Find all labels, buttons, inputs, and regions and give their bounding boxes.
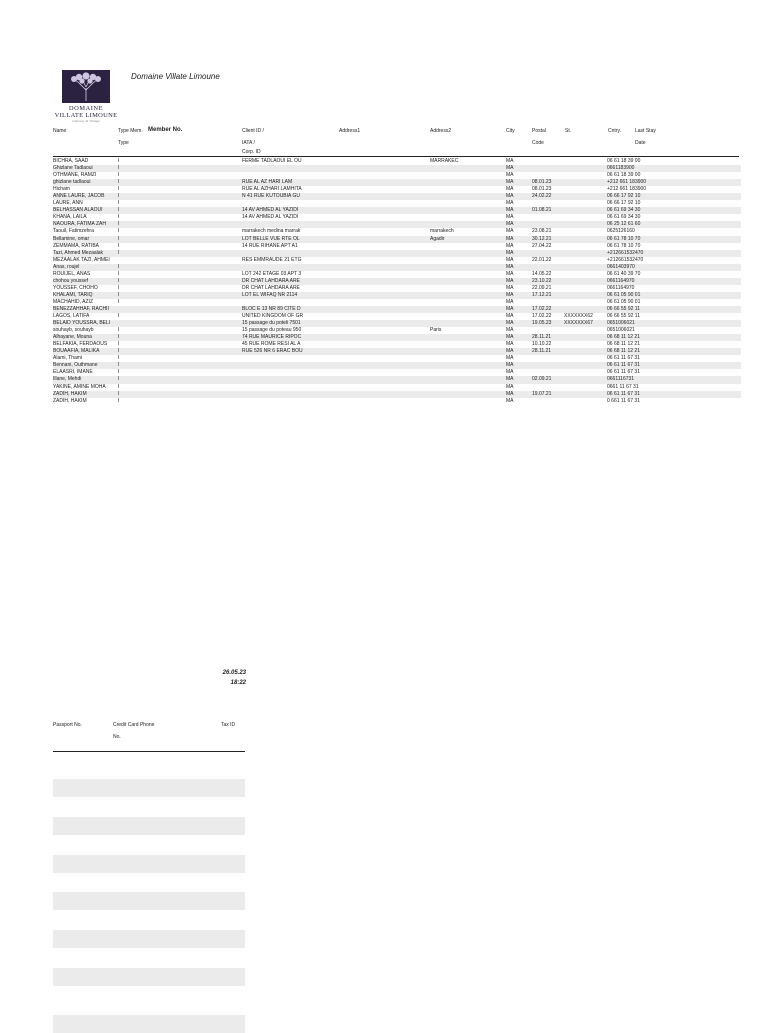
cell-cntry: 06 68 11 12 21 (607, 334, 640, 341)
cell-type: I (118, 193, 120, 200)
table-row (53, 193, 741, 200)
cell-client-id: DR CHAT LAHDARA ARE (242, 277, 300, 284)
cell-city: MA (506, 221, 514, 228)
cell-cntry: 0661164970 (607, 277, 635, 284)
cell-cntry: 06 61 40 39 70 (607, 270, 641, 277)
cell-postal-code: 17.02.22 (532, 313, 552, 320)
cell-type: I (118, 207, 120, 214)
cell-city: MA (506, 228, 514, 235)
cell-city: MA (506, 383, 514, 390)
cell-type: I (118, 341, 120, 348)
cell-postal-code: 17.12.21 (532, 291, 552, 298)
header-credit-card-no: No. (113, 734, 121, 740)
cell-name: Hicham (53, 186, 70, 193)
cell-cntry: 06 66 17 92 10 (607, 200, 641, 207)
cell-st: XXXXXXX62 (564, 313, 593, 320)
header-city: City (506, 128, 515, 134)
table-row (53, 299, 741, 306)
header-last-stay: Last Stay (635, 128, 656, 134)
report-timestamp (180, 668, 246, 688)
cell-type: I (118, 179, 120, 186)
cell-name: BELAID YOUSSRA, BELI (53, 320, 111, 327)
cell-type: I (118, 383, 120, 390)
cell-cntry: 06 61 18 39 00 (607, 158, 641, 164)
cell-city: MA (506, 277, 514, 284)
cell-type: I (118, 214, 120, 221)
cell-postal-code: 02.09.21 (532, 376, 552, 383)
cell-type: I (118, 172, 120, 179)
cell-cntry: 0 661 11 67 31 (607, 397, 640, 404)
cell-city: MA (506, 341, 514, 348)
table-row (53, 221, 741, 228)
header-type-mem: Type Mem. (118, 128, 143, 134)
cell-city: MA (506, 256, 514, 263)
cell-name: ghizlane tadlaoui (53, 179, 91, 186)
cell-city: MA (506, 298, 514, 305)
cell-cntry: +212 661 183900 (607, 179, 647, 186)
cell-client-id: 14 AV AHMED AL YAZIDI (242, 214, 299, 221)
cell-type: I (118, 242, 120, 249)
cell-postal-code: 30.12.21 (532, 235, 552, 242)
logo-line-2: VILLATE LIMOUNE (54, 112, 118, 119)
hotel-logo (54, 70, 118, 128)
cell-city: MA (506, 242, 514, 249)
cell-type: I (118, 158, 120, 164)
cell-type: I (118, 284, 120, 291)
header-corp-id: Corp. ID (242, 149, 261, 155)
cell-client-id: RUE AL AZHARI LAMHITA (242, 186, 302, 193)
cell-client-id: 15 passage du poteli 7501 (242, 320, 301, 327)
cell-client-id: RUE AL AZ HARI LAM (242, 179, 293, 186)
table-row (53, 271, 741, 278)
cell-city: MA (506, 348, 514, 355)
logo-tagline: Glamour & Vintage (72, 119, 100, 123)
cell-cntry: +212661532470 (607, 249, 644, 256)
cell-cntry: 0661403970 (607, 263, 635, 270)
cell-name: ELAASRI, IMANE (53, 369, 93, 376)
header-name: Name (53, 128, 67, 134)
cell-type: I (118, 228, 120, 235)
cell-postal-code: 19.05.23 (532, 320, 552, 327)
cell-cntry: 06 68 11 12 21 (607, 341, 640, 348)
cell-type: I (118, 334, 120, 341)
cell-name: ZADIH, HAKIM (53, 397, 87, 404)
cell-type: I (118, 390, 120, 397)
cell-cntry: 0661183900 (607, 165, 635, 172)
table-row (53, 278, 741, 285)
cell-cntry: 0661 11 67 31 (607, 383, 639, 390)
cell-name: souhayb, souhayb (53, 327, 94, 334)
cell-client-id: 45 RUE ROME RESI AL A (242, 341, 301, 348)
cell-cntry: 06 61 11 67 31 (607, 355, 640, 362)
table-row (53, 172, 741, 179)
cell-name: MACHAHID, AZIZ (53, 298, 94, 305)
cell-cntry: 06 66 17 92 10 (607, 193, 641, 200)
cell-cntry: 06 61 11 67 31 (607, 369, 640, 376)
cell-cntry: 06 66 55 92 11 (607, 305, 640, 312)
table-row (53, 165, 741, 172)
table-row (53, 391, 741, 398)
cell-address2: Paris (430, 327, 442, 334)
cell-postal-code: 08.01.23 (532, 186, 552, 193)
header-cntry: Cntry. (608, 128, 621, 134)
table-row (53, 243, 741, 250)
cell-cntry: 0661116731 (607, 376, 635, 383)
empty-row-band (53, 930, 245, 948)
cell-postal-code: 28.11.21 (532, 334, 552, 341)
header-member-no: Member No. (148, 127, 183, 133)
table-row (53, 292, 741, 299)
guest-table (53, 158, 741, 405)
cell-cntry: 06 61 69 34 30 (607, 214, 641, 221)
cell-name: Taouil, Fatimzehra (53, 228, 94, 235)
cell-city: MA (506, 179, 514, 186)
cell-cntry: 0651006021 (607, 327, 635, 334)
table-row (53, 384, 741, 391)
cell-address2: Agadir (430, 235, 445, 242)
cell-client-id: BLOC E 13 NR 89 CITE D (242, 305, 301, 312)
header-address1: Address1 (339, 128, 361, 134)
cell-name: chohou youssef (53, 277, 89, 284)
cell-client-id: 14 RUE RIHANE APT A1 (242, 242, 298, 249)
cell-name: YAKINE, AMINE MOHA (53, 383, 106, 390)
cell-name: Alami, Thami (53, 355, 83, 362)
cell-type: I (118, 235, 120, 242)
cell-name: Tazi, Ahmed Mezaalak (53, 249, 104, 256)
header-date: Date (635, 140, 646, 146)
header-credit-card: Credit Card Phone (113, 722, 155, 728)
cell-name: ROUIJEL, ANAS (53, 270, 91, 277)
cell-name: BENEZZAHHAF, RACHII (53, 305, 109, 312)
cell-type: I (118, 355, 120, 362)
cell-postal-code: 17.02.22 (532, 305, 552, 312)
cell-city: MA (506, 369, 514, 376)
cell-client-id: LOT EL WIFAQ NR 2114 (242, 291, 298, 298)
cell-type: I (118, 200, 120, 207)
cell-type: I (118, 291, 120, 298)
cell-city: MA (506, 165, 514, 172)
table-row (53, 341, 741, 348)
cell-postal-code: 08.01.23 (532, 179, 552, 186)
cell-type: I (118, 298, 120, 305)
cell-type: I (118, 362, 120, 369)
table-row (53, 200, 741, 207)
table-row (53, 186, 741, 193)
cell-postal-code: 23.10.22 (532, 277, 552, 284)
empty-row-band (53, 817, 245, 835)
cell-client-id: FERME TADLAOUI EL OU (242, 158, 302, 164)
cell-city: MA (506, 291, 514, 298)
cell-name: LAURE, ANN (53, 200, 83, 207)
cell-city: MA (506, 355, 514, 362)
cell-city: MA (506, 235, 514, 242)
cell-name: Ghizlane Tadlaoui (53, 165, 93, 172)
cell-city: MA (506, 362, 514, 369)
cell-city: MA (506, 249, 514, 256)
report-time: 18:22 (230, 680, 246, 686)
tree-logo-icon (62, 70, 110, 103)
header-address2: Address2 (430, 128, 452, 134)
cell-client-id: 74 RUE MAURICE RIPOC (242, 334, 302, 341)
cell-city: MA (506, 172, 514, 179)
table-row (53, 313, 741, 320)
cell-city: MA (506, 214, 514, 221)
cell-st: XXXXXXX67 (564, 320, 593, 327)
cell-type: I (118, 348, 120, 355)
table-row (53, 179, 741, 186)
cell-cntry: +212 661 183900 (607, 186, 647, 193)
cell-type: I (118, 397, 120, 404)
cell-type: I (118, 327, 120, 334)
logo-line-1: DOMAINE (68, 105, 104, 112)
cell-name: Illane, Mehdi (53, 376, 82, 383)
cell-cntry: 06 61 05 90 01 (607, 298, 641, 305)
cell-name: Anas, roujel (53, 263, 80, 270)
cell-name: YOUSSEF, CHOHO (53, 284, 98, 291)
table-row (53, 327, 741, 334)
header-tax-id: Tax ID (221, 722, 236, 728)
header-code: Code (532, 140, 544, 146)
cell-cntry: 06 66 55 92 11 (607, 313, 640, 320)
empty-row-band (53, 1015, 245, 1033)
cell-name: BELHASSAN ALAOUI (53, 207, 103, 214)
cell-client-id: RES EMMRAUDE 21 ETG (242, 256, 302, 263)
table-row (53, 320, 741, 327)
section2-divider (53, 751, 245, 752)
header-type: Type (118, 140, 129, 146)
cell-name: ZEMMAMA, RATIBA (53, 242, 100, 249)
table-row (53, 334, 741, 341)
cell-client-id: UNITED KINGDOM OF GR (242, 313, 304, 320)
header-postal: Postal (532, 128, 546, 134)
cell-client-id: 15 passage du poteau 950 (242, 327, 302, 334)
cell-cntry: 06 61 05 90 01 (607, 291, 641, 298)
cell-name: NAOURA, FATIMA ZAH (53, 221, 106, 228)
cell-name: LAGOS, LATIFA (53, 313, 90, 320)
header-client-id: Client ID / (242, 128, 264, 134)
cell-city: MA (506, 193, 514, 200)
cell-client-id: marrakech medina marrak (242, 228, 301, 235)
report-title: Domaine Villate Limoune (131, 72, 220, 81)
header-divider (53, 156, 739, 157)
cell-name: Alhayane, Mouna (53, 334, 92, 341)
cell-type: I (118, 376, 120, 383)
cell-city: MA (506, 207, 514, 214)
empty-row-band (53, 968, 245, 986)
table-row (53, 207, 741, 214)
table-row (53, 228, 741, 235)
cell-city: MA (506, 200, 514, 207)
table-row (53, 285, 741, 292)
cell-name: MEZAALAK TAZI, AHMEI (53, 256, 110, 263)
cell-postal-code: 14.05.22 (532, 270, 552, 277)
table-row (53, 369, 741, 376)
cell-type: I (118, 270, 120, 277)
cell-name: BICHRA, SAAD (53, 158, 89, 164)
cell-city: MA (506, 158, 514, 164)
cell-cntry: 06 61 18 39 00 (607, 172, 641, 179)
table-row (53, 306, 741, 313)
empty-row-band (53, 855, 245, 873)
table-row (53, 355, 741, 362)
cell-cntry: 0661164970 (607, 284, 635, 291)
cell-type: I (118, 277, 120, 284)
cell-postal-code: 24.02.22 (532, 193, 552, 200)
cell-postal-code: 01.08.21 (532, 207, 552, 214)
cell-city: MA (506, 327, 514, 334)
cell-cntry: 06 68 11 12 21 (607, 348, 640, 355)
cell-client-id: LOT 242 ETAGE 03 APT 3 (242, 270, 302, 277)
cell-name: KHALAMI, TARIQ (53, 291, 93, 298)
cell-cntry: 06 61 78 10 70 (607, 242, 641, 249)
table-row (53, 158, 741, 165)
cell-client-id: 14 AV AHMED AL YAZIDI (242, 207, 299, 214)
cell-city: MA (506, 320, 514, 327)
cell-client-id: N 41 RUE KUTOUBIA GU (242, 193, 300, 200)
header-st: St. (565, 128, 572, 134)
cell-name: Bennani, Outhmane (53, 362, 98, 369)
cell-cntry: 0651006021 (607, 320, 635, 327)
table-row (53, 236, 741, 243)
table-row (53, 348, 741, 355)
cell-city: MA (506, 397, 514, 404)
cell-client-id: RUE 526 NR 6 ERAC BOU (242, 348, 303, 355)
cell-cntry: 0625126160 (607, 228, 635, 235)
cell-client-id: LOT BELLE VUE RTE OL (242, 235, 300, 242)
cell-name: OTHMANE, RAMZI (53, 172, 97, 179)
cell-postal-code: 28.11.21 (532, 348, 552, 355)
cell-cntry: 06 61 11 67 31 (607, 362, 640, 369)
cell-type: I (118, 369, 120, 376)
table-row (53, 398, 741, 405)
cell-type: I (118, 263, 120, 270)
empty-row-band (53, 892, 245, 910)
cell-city: MA (506, 263, 514, 270)
table-row (53, 362, 741, 369)
cell-city: MA (506, 305, 514, 312)
header-iata: IATA / (242, 140, 255, 146)
table-row (53, 264, 741, 271)
cell-city: MA (506, 334, 514, 341)
table-row (53, 214, 741, 221)
empty-row-band (53, 779, 245, 797)
cell-address2: marrakech (430, 228, 454, 235)
cell-city: MA (506, 284, 514, 291)
cell-name: ZADIH, HAKIM (53, 390, 87, 397)
cell-client-id: DR CHAT LAHDARA ARE (242, 284, 300, 291)
cell-name: BELFAKIA, FERDAOUS (53, 341, 108, 348)
cell-type: I (118, 249, 120, 256)
cell-type: I (118, 221, 120, 228)
cell-city: MA (506, 390, 514, 397)
cell-postal-code: 10.10.22 (532, 341, 552, 348)
table-row (53, 250, 741, 257)
cell-postal-code: 22.01.22 (532, 256, 552, 263)
cell-postal-code: 27.04.22 (532, 242, 552, 249)
cell-type: I (118, 165, 120, 172)
table-row (53, 376, 741, 383)
cell-type: I (118, 313, 120, 320)
report-date: 26.05.23 (222, 670, 246, 676)
cell-address2: MARRAKEC (430, 158, 459, 164)
cell-name: KHANA, LAILA (53, 214, 87, 221)
cell-cntry: 06 61 11 67 31 (607, 390, 640, 397)
cell-name: ANNE LAURE, JACOB (53, 193, 105, 200)
table-row (53, 257, 741, 264)
cell-cntry: +212661532470 (607, 256, 644, 263)
cell-cntry: 06 61 69 34 30 (607, 207, 641, 214)
cell-name: Bellamine, omar (53, 235, 90, 242)
cell-city: MA (506, 186, 514, 193)
cell-city: MA (506, 376, 514, 383)
cell-cntry: 06 25 12 61 60 (607, 221, 641, 228)
cell-city: MA (506, 313, 514, 320)
cell-postal-code: 22.09.21 (532, 284, 552, 291)
cell-postal-code: 23.08.21 (532, 228, 552, 235)
cell-city: MA (506, 270, 514, 277)
cell-postal-code: 19.07.21 (532, 390, 552, 397)
cell-name: BOUAAFIA, MALIKA (53, 348, 100, 355)
cell-cntry: 06 61 78 10 70 (607, 235, 641, 242)
cell-type: I (118, 186, 120, 193)
header-passport: Passport No. (53, 722, 82, 728)
